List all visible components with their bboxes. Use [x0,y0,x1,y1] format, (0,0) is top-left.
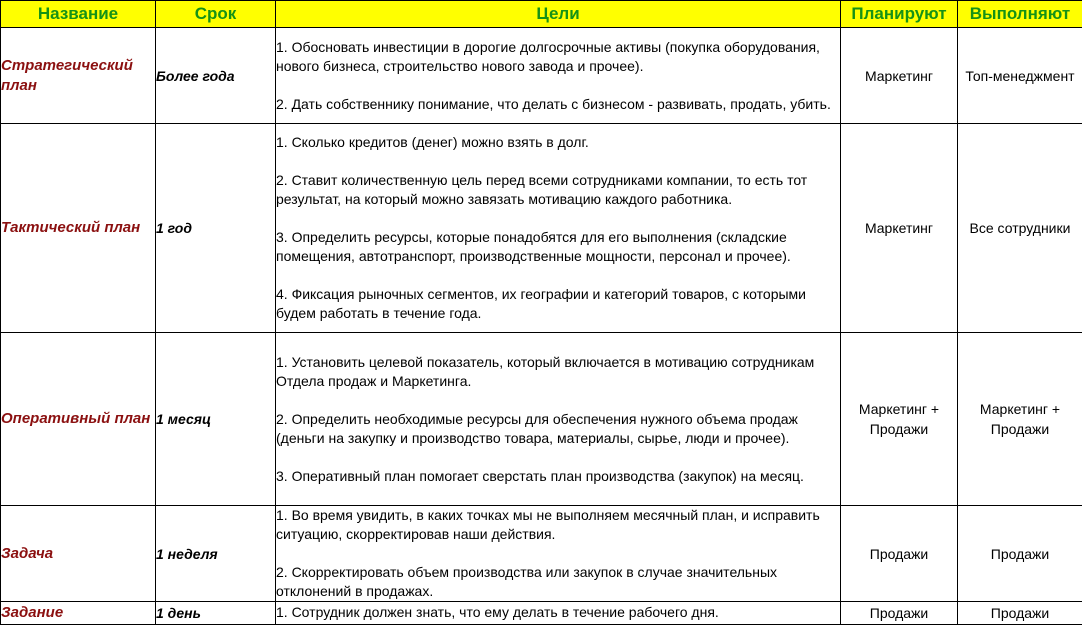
header-row [1,1,1082,28]
goal-item: 2. Дать собственнику понимание, что делать с бизнесом - развивать, продать, убить. [276,95,831,112]
plan-executors: Все сотрудники [958,124,1082,333]
plan-name: Задача [1,506,156,602]
table-row [1,333,1082,506]
plan-name: Стратегический план [1,28,156,124]
goal-item: 3. Определить ресурсы, которые понадобятся для его выполнения (складские помещения, автотранспорт, производственные мощности, персонал и прочее). [276,229,791,264]
header-goals: Цели [276,1,841,28]
plan-executors: Топ-менеджмент [958,28,1082,124]
header-term: Срок [156,1,276,28]
plan-term: 1 день [156,602,276,625]
plan-goals [276,506,841,602]
goal-item: 3. Оперативный план помогает сверстать план производства (закупок) на месяц. [276,467,804,484]
plan-term: 1 год [156,124,276,333]
plan-name: Задание [1,602,156,625]
plan-term: 1 неделя [156,506,276,602]
goal-item: 1. Обосновать инвестиции в дорогие долгосрочные активы (покупка оборудования, нового бизнеса, строительство нового завода и прочее). [276,38,820,74]
plan-executors: Продажи [958,602,1082,625]
plan-planners: Маркетинг [841,28,958,124]
table-row [1,124,1082,333]
goal-item: 2. Ставит количественную цель перед всеми сотрудниками компании, то есть тот результат, на который можно завязать мотивацию каждого работника. [276,172,808,207]
plan-planners: Маркетинг + Продажи [841,333,958,506]
goal-item: 1. Во время увидить, в каких точках мы не выполняем месячный план, и исправить ситуацию, скорректировав наши действия. [276,507,820,542]
header-name: Название [1,1,156,28]
table-row [1,28,1082,124]
goal-item: 1. Сколько кредитов (денег) можно взять в долг. [276,134,589,150]
plan-term: 1 месяц [156,333,276,506]
plan-planners: Маркетинг [841,124,958,333]
plan-goals [276,124,841,333]
goal-item: 1. Установить целевой показатель, который включается в мотивацию сотрудникам Отдела продаж и Маркетинга. [276,353,815,389]
table-row [1,506,1082,602]
plan-goals [276,28,841,124]
table-row [1,602,1082,625]
plan-term: Более года [156,28,276,124]
plan-goals [276,602,841,625]
header-executors: Выполняют [958,1,1082,28]
plan-executors: Продажи [958,506,1082,602]
goal-item: 2. Определить необходимые ресурсы для обеспечения нужного объема продаж (деньги на закупку и производство товара, материалы, сырье, люди и прочее). [276,410,798,446]
header-planners: Планируют [841,1,958,28]
plan-executors: Маркетинг + Продажи [958,333,1082,506]
goal-item: 4. Фиксация рыночных сегментов, их географии и категорий товаров, с которыми будем работать в течение года. [276,286,806,321]
plan-planners: Продажи [841,602,958,625]
goal-item: 2. Скорректировать объем производства или закупок в случае значительных отклонений в продажах. [276,564,778,599]
goal-item: 1. Сотрудник должен знать, что ему делать в течение рабочего дня. [276,604,719,620]
plan-planners: Продажи [841,506,958,602]
plan-name: Оперативный план [1,333,156,506]
plan-name: Тактический план [1,124,156,333]
plan-goals [276,333,841,506]
